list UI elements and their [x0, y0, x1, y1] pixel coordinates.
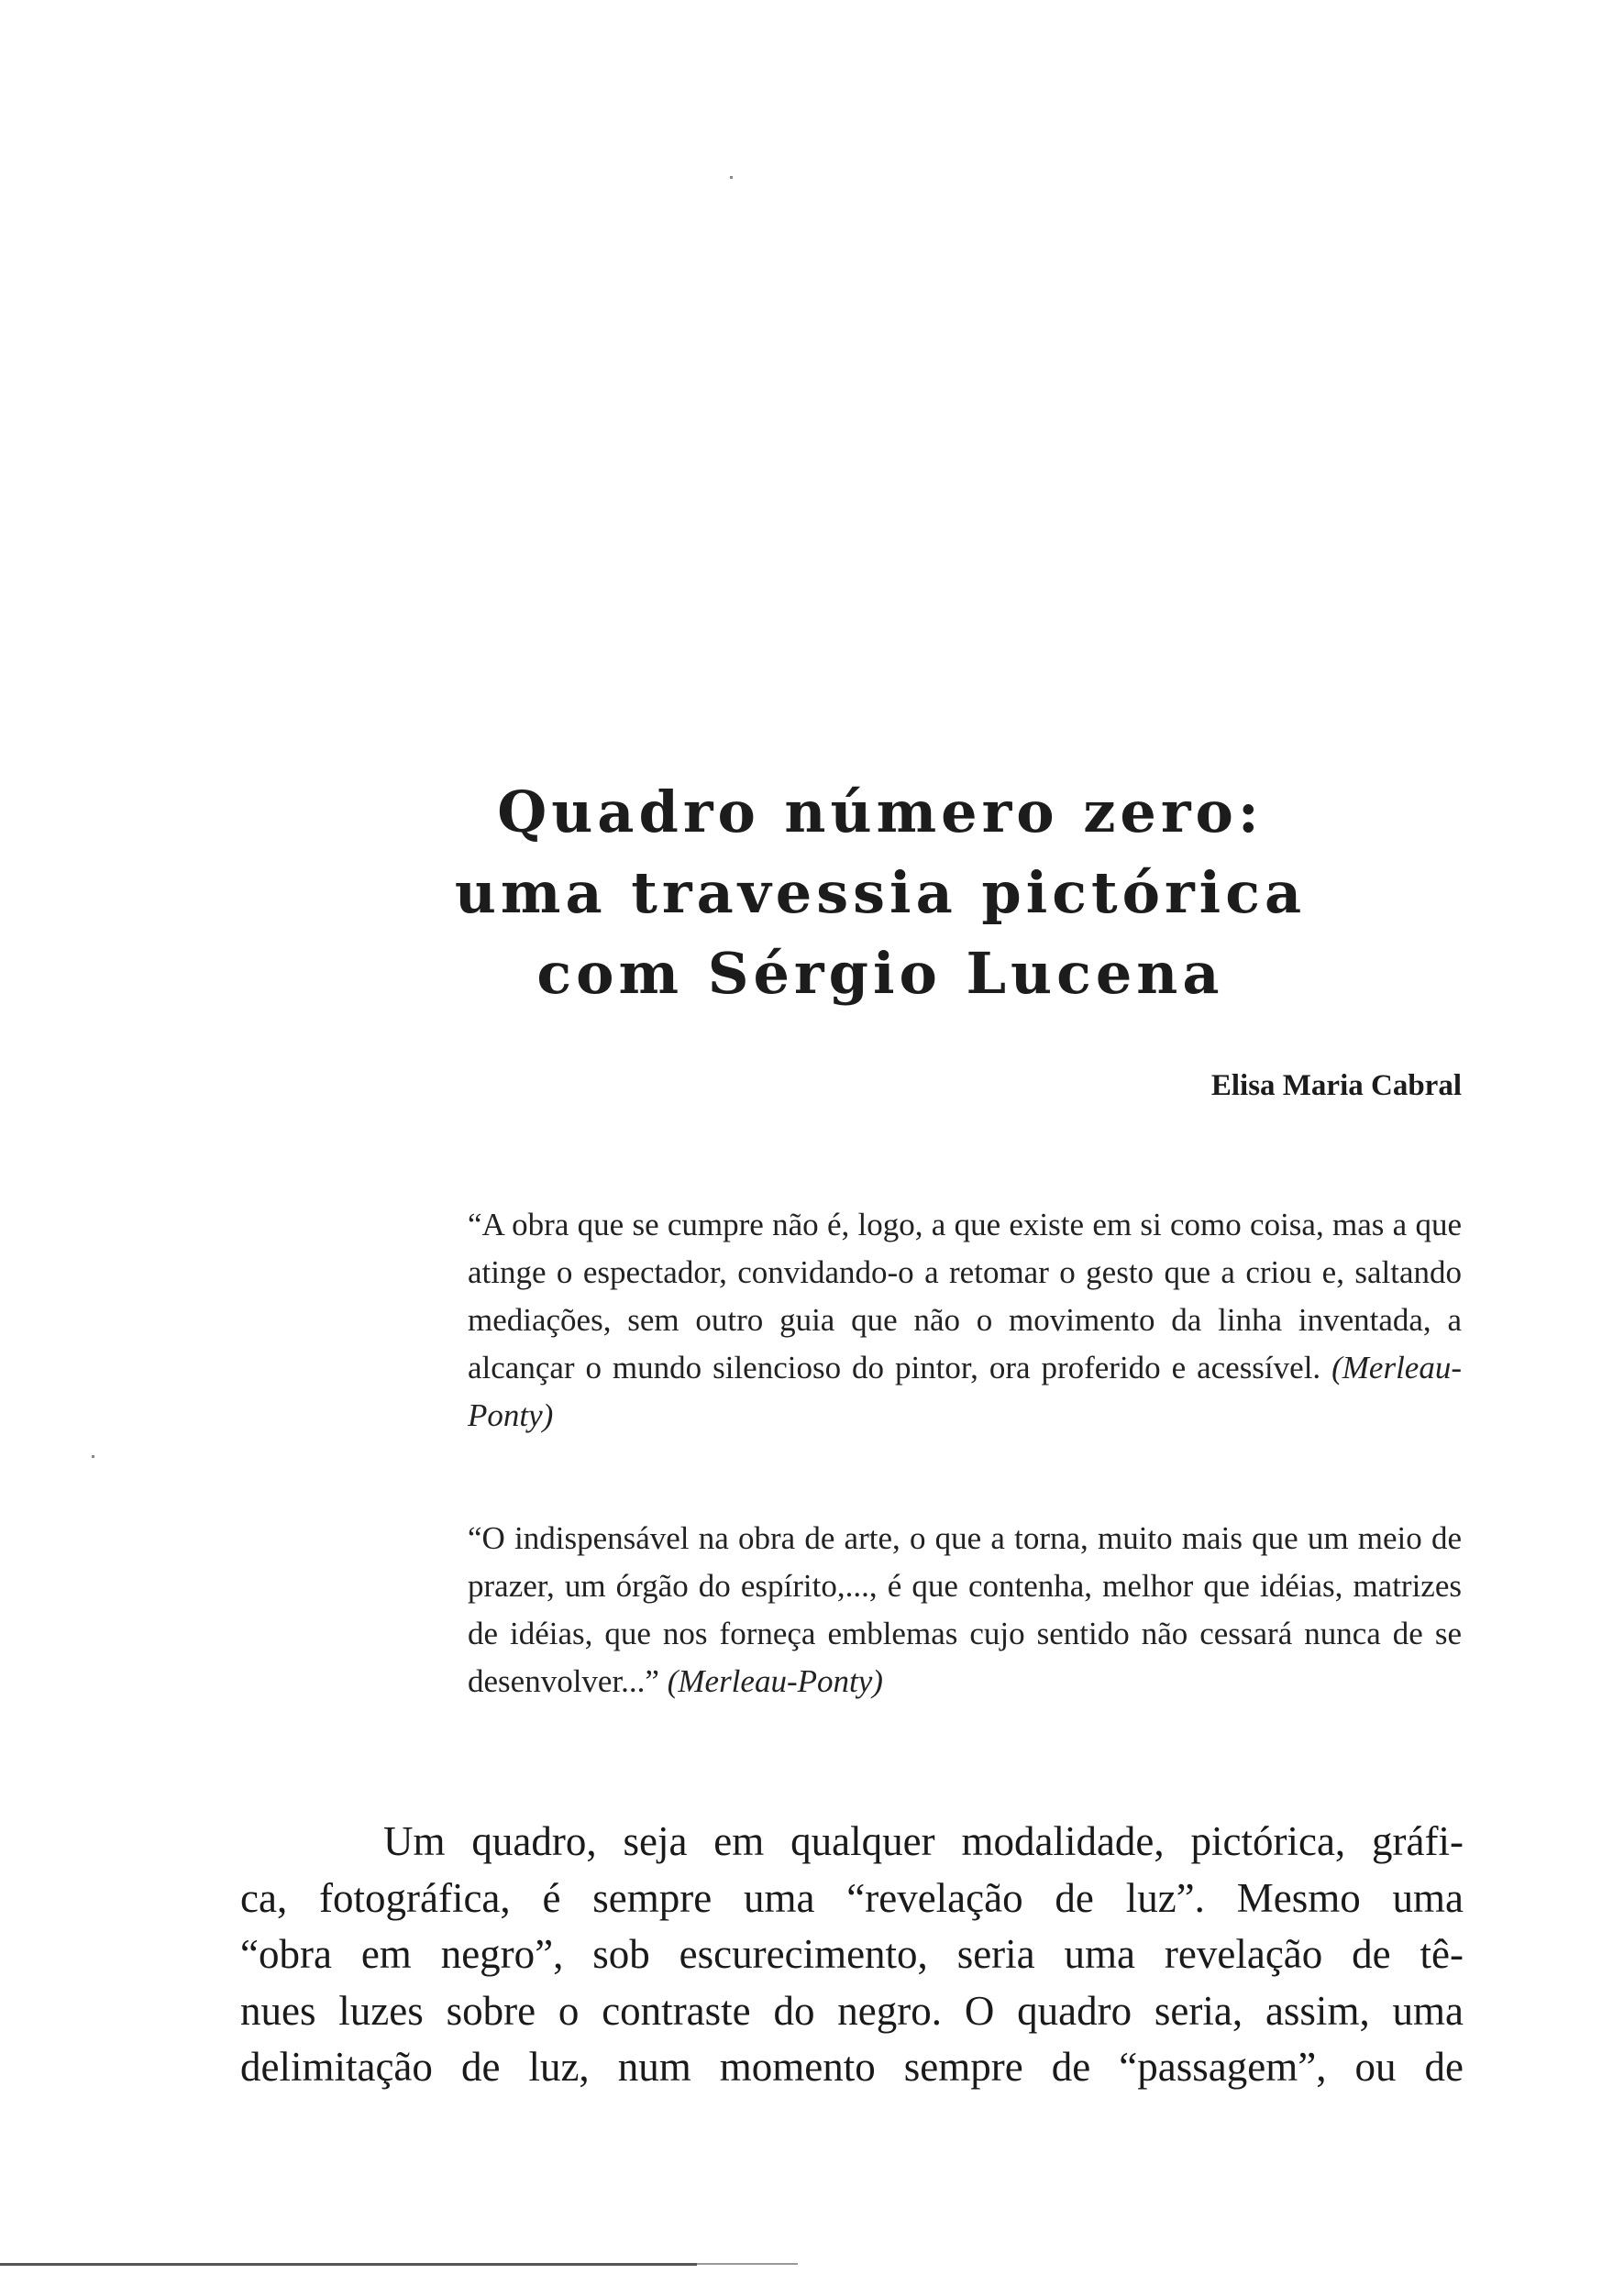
epigraph-2: [468, 1515, 1462, 1706]
page-bottom-rule-fragment: [697, 2263, 798, 2265]
title-line-3: com Sérgio Lucena: [536, 940, 1224, 1007]
title-line-1: Quadro número zero:: [497, 778, 1264, 845]
author-name: Elisa Maria Cabral: [1210, 1069, 1462, 1102]
body-line-5: delimitação de luz, num momento sempre de “passagem”, ou de: [240, 2044, 1464, 2090]
epigraph-1: [468, 1201, 1462, 1440]
body-line-1: Um quadro, seja em qualquer modalidade, pictórica, gráfi-: [383, 1818, 1464, 1864]
title-line-2: uma travessia pictórica: [454, 859, 1307, 926]
article-title: [238, 772, 1522, 1014]
body-paragraph: [240, 1814, 1464, 2096]
body-line-2: ca, fotográfica, é sempre uma “revelação de luz”. Mesmo uma: [240, 1874, 1464, 1921]
page-bottom-rule: [0, 2263, 697, 2266]
epigraph-1-text: “A obra que se cumpre não é, logo, a que existe em si como coisa, mas a que atinge o espectador, convidando-o a retomar o gesto que a criou e, saltando mediações, sem outro guia que não o movimento da linha inventada, a alcançar o mundo silencioso do pintor, ora proferido e acessível.: [468, 1207, 1462, 1385]
body-line-4: nues luzes sobre o contraste do negro. O quadro seria, assim, uma: [240, 1987, 1464, 2034]
epigraph-1-citation: (Merleau-Ponty): [468, 1350, 1462, 1433]
body-line-3: “obra em negro”, sob escurecimento, seria uma revelação de tê-: [240, 1931, 1464, 1977]
scan-speck: [92, 1455, 94, 1458]
epigraph-2-citation: (Merleau-Ponty): [667, 1663, 883, 1699]
scan-speck: [730, 176, 733, 179]
epigraph-2-text: “O indispensável na obra de arte, o que a torna, muito mais que um meio de prazer, um órgão do espírito,..., é que contenha, melhor que idéias, matrizes de idéias, que nos forneça emblemas cujo sentido não cessará nunca de se desenvolver...”: [468, 1520, 1462, 1699]
